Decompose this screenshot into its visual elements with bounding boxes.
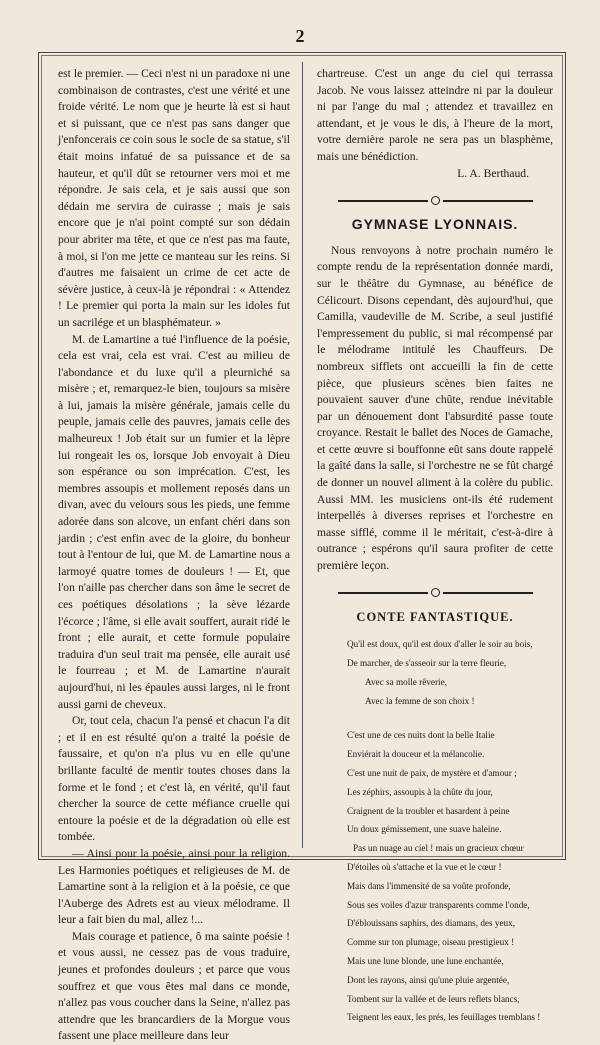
right-intro-paragraph: chartreuse. C'est un ange du ciel qui terrassa Jacob. Ne vous laissez atteindre ni par la douleur ni par l'ange du mal ; attendez et travaillez en attendant, et je vous le dis, à l'heure de la mort, votre dernière parole ne sera pas un blasphème, mais une bénédiction. (317, 67, 553, 163)
page-number: 2 (295, 26, 305, 46)
left-paragraph: — Ainsi pour la poésie, ainsi pour la religion. Les Harmonies poétiques et religieuses de M. de Lamartine sont à la religion et à la poésie, ce que l'Auberge des Adrets est au vieux mélodrame. Il leur a fait bien du mal, allez !... (58, 846, 290, 927)
poem-line: Les zéphirs, assoupis à la chûte du jour, (347, 786, 493, 797)
section-ornament (317, 585, 553, 595)
poem-line: Dont les rayons, ainsi qu'une pluie argentée, (347, 974, 510, 985)
author-signature: L. A. Berthaud. (457, 166, 529, 180)
right-column (317, 66, 553, 1027)
left-paragraph: est le premier. — Ceci n'est ni un paradoxe ni une combinaison de contrastes, c'est une vérité et une froide vérité. Le nom que je heurte là est si haut et si puissant, que ce n'est pas sans danger que j'enfoncerais ce coin sous le socle de sa statue, s'il était moins infatué de sa puissance et de sa hauteur, et qu'il dût se retourner vers moi et me répondre. Je sais cela, et je sais aussi que son dédain me servira de cuirasse ; mais je sais encore que je n'ai point compté sur son dédain pour abriter ma tête, et que ce n'est pas ma faute, à moi, si l'on me jette ce manteau sur les reins. Si d'autres me faisaient un crime de cet acte de sévère justice, à ceux-là je répondrai : « Attendez ! Le premier qui porta la main sur les idoles fut un sacrilége et un blasphémateur. » (58, 67, 290, 329)
gymnase-paragraph: Nous renvoyons à notre prochain numéro le compte rendu de la représentation donnée mardi, sur le théâtre du Gymnase, au bénéfice de Célicourt. Disons cependant, dès aujourd'hui, que Camilla, vaudeville de M. Scribe, a seul justifié l'empressement du public, si mal récompensé par le mélodrame intitulé les Chauffeurs. De nombreux sifflets ont accueilli la fin de cette pièce, que plusieurs scènes bien faites ne pouvaient sauver d'une chûte, rendue inévitable par un dénouement dont l'absurdité passe toute croyance. Restait le ballet des Noces de Gamache, et cette œuvre si bouffonne eût sans doute rappelé la gaîté dans la salle, si l'orchestre ne se fût chargé de donner un nouvel aliment à la colère du public. Aussi MM. les musiciens ont-ils été rudement interpellés à diverses reprises et l'orchestre en masse sifflé, comme il le méritait, c'est-à-dire à outrance ; espérons qu'il saura profiter de cette première leçon. (317, 243, 553, 573)
poem-line: Mais dans l'immensité de sa voûte profonde, (347, 880, 511, 891)
gymnase-heading: GYMNASE LYONNAIS. (351, 216, 519, 233)
poem-line: Mais une lune blonde, une lune enchantée, (347, 955, 504, 966)
poem-line: Avec sa molle rêverie, (365, 676, 447, 687)
left-paragraph: Or, tout cela, chacun l'a pensé et chacun l'a dit ; et il en est résulté qu'on a traité la poésie de faussaire, et qu'on n'a plus vu en elle qu'une brillante faculté de mentir toutes choses dans la forme et le fond ; et c'est là, en vérité, qu'il faut chercher la source de cette méfiance cruelle qui entoure la poésie et de la dégradation où elle est tombée. (58, 714, 290, 844)
poem-line: Enviérait la douceur et la mélancolie. (347, 749, 485, 760)
left-paragraph: Mais courage et patience, ô ma sainte poésie ! et vous aussi, ne cessez pas de vous traduire, jeunes et profondes douleurs ; et parce que vous souffrez et que vous êtes mal dans ce monde, n'allez pas vous coucher dans la Seine, n'allez pas attendre que les brancardiers de la Morgue vous fassent une place meilleure dans leur (58, 929, 290, 1043)
poem (317, 635, 553, 1027)
conte-heading: CONTE FANTASTIQUE. (356, 609, 514, 624)
left-paragraph: M. de Lamartine a tué l'influence de la poésie, cela est vrai, cela est vrai. C'est au milieu de l'abondance et du luxe qu'il a pleurniché sa misère ; et, remarquez-le bien, toujours sa misère à lui, jamais la misère générale, jamais celle du peuple, jamais celle des pauvres, jamais celle des malheureux ! Job était sur un fumier et la lèpre lui rongeait les os, lorsque Job envoyait à Dieu son espérance ou son imprécation. C'est, les membres assoupis et mollement reposés dans un divan, avec du velours sous les pieds, une femme adorée dans son alcove, un enfant chéri dans son jardin ; c'est enfin avec de la gloire, du bonheur tout à l'entour de lui, que M. de Lamartine nous a larmoyé quatre tomes de douleurs ! — Et, que l'on n'aille pas chercher dans son âme le secret de ces poétiques désolations ; la sève lézarde l'écorce ; l'âme, si elle avait souffert, aurait ridé le front ; elle aurait, et cette formule populaire traduira d'un seul trait ma pensée, elle aurait usé le fourreau ; et M. de Lamartine n'aurait aujourd'hui, ni les épaules aussi larges, ni le front aussi garni de cheveux. (58, 332, 290, 711)
poem-line: Craignent de la troubler et hasardent à peine (347, 805, 510, 816)
poem-line: Un doux gémissement, une suave haleine. (347, 824, 502, 835)
poem-line: Avec la femme de son choix ! (365, 695, 475, 706)
poem-line: Qu'il est doux, qu'il est doux d'aller le soir au bois, (347, 639, 533, 650)
column-divider (302, 62, 303, 848)
poem-line: De marcher, de s'asseoir sur la terre fleurie, (347, 658, 507, 669)
poem-line: Teignent les eaux, les prés, les feuillages tremblans ! (347, 1012, 541, 1023)
poem-line: Pas un nuage au ciel ! mais un gracieux chœur (353, 843, 524, 854)
poem-line: Tombent sur la vallée et de leurs reflets blancs, (347, 993, 520, 1004)
left-column (58, 66, 290, 1045)
poem-line: Comme sur ton plumage, oiseau prestigieux ! (347, 937, 515, 948)
poem-line: Sous ses voiles d'azur transparents comme l'onde, (347, 899, 530, 910)
section-ornament (317, 192, 553, 202)
poem-line: C'est une nuit de paix, de mystère et d'amour ; (347, 768, 517, 778)
poem-line: D'éblouissans saphirs, des diamans, des yeux, (347, 918, 516, 929)
poem-line: C'est une de ces nuits dont la belle Italie (347, 730, 495, 741)
poem-line: D'étoiles où s'attache et la vue et le cœur ! (347, 861, 502, 872)
